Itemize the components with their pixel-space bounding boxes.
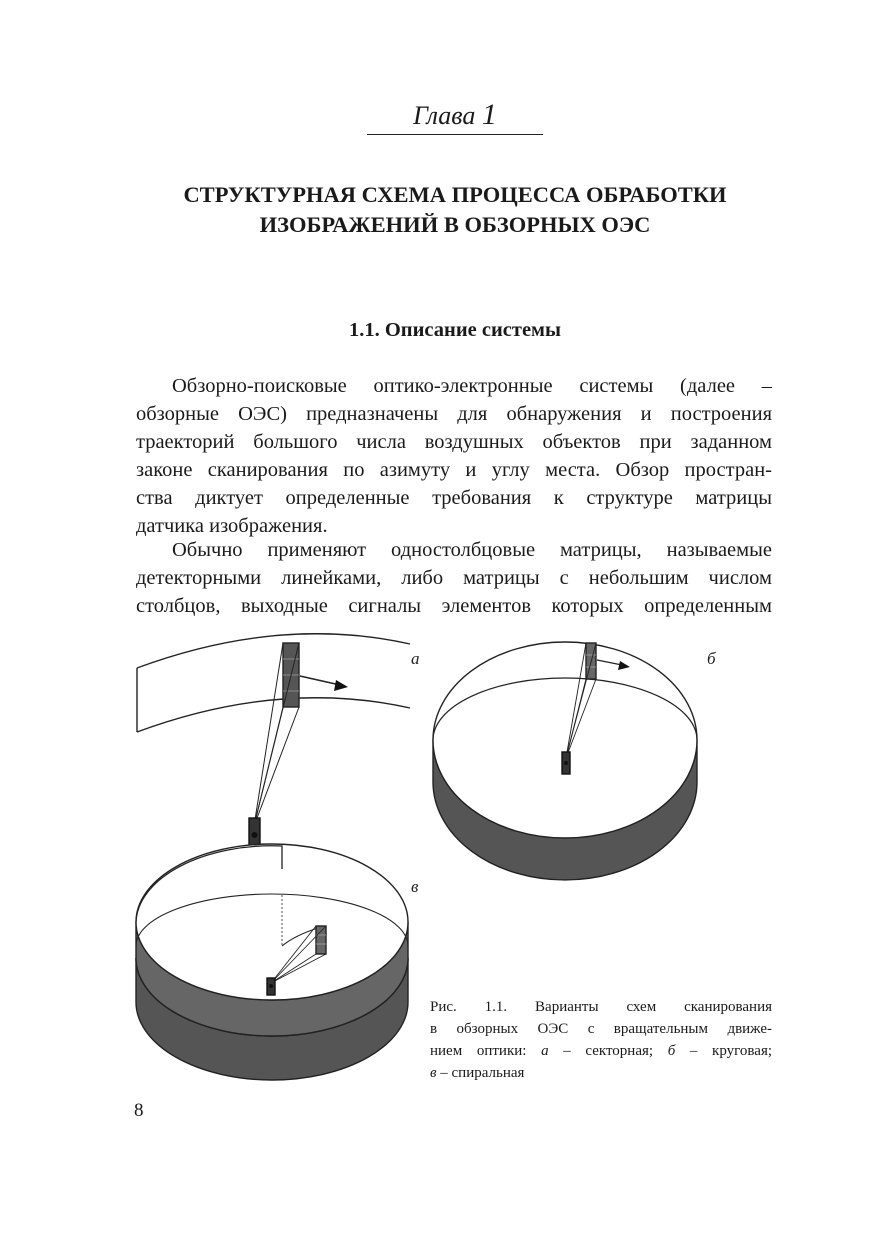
caption-text: – спиральная [436,1065,525,1081]
figure-caption [430,996,772,1084]
cylinder-top-rim [433,642,697,838]
paragraph-line: обзорные ОЭС) предназначены для обнаружения и построения [136,403,772,425]
arrowhead-icon [334,680,348,691]
figure-label-b: б [707,649,716,668]
page-number: 8 [134,1100,144,1121]
paragraph-line: законе сканирования по азимуту и углу места. Обзор простран- [136,459,772,481]
paragraph-line: траекторий большого числа воздушных объектов при заданном [136,431,772,453]
diagram-c-spiral [136,844,408,1080]
chapter-title-line-2: ИЗОБРАЖЕНИЙ В ОБЗОРНЫХ ОЭС [259,212,651,237]
chapter-number: 1 [481,98,497,131]
paragraph-line: Обычно применяют одностолбцовые матрицы, называемые [172,539,772,561]
figure-label-c: в [411,877,419,896]
paragraph-line: датчика изображения. [136,515,328,537]
caption-text: – круговая; [675,1043,773,1059]
paragraph-line: Обзорно-поисковые оптико-электронные системы (далее – [172,375,772,397]
sector-band-top [137,634,410,668]
sector-scan-arrow [300,676,340,685]
chapter-title-line-1: СТРУКТУРНАЯ СХЕМА ПРОЦЕССА ОБРАБОТКИ [183,182,727,207]
caption-line: Рис. 1.1. Варианты схем сканирования [430,999,772,1015]
spiral-matrix [316,926,326,954]
caption-text: – секторная; [548,1043,668,1059]
caption-letter-a: а [541,1043,549,1059]
caption-line: в обзорных ОЭС с вращательным движе- [430,1021,772,1037]
caption-line [430,1062,772,1084]
chapter-word: Глава [413,101,476,130]
diagram-b-circular [433,642,697,880]
figure-label-a: а [411,649,420,668]
caption-letter-b: б [667,1043,676,1059]
diagram-a-sector [137,634,410,852]
caption-line [430,1040,772,1062]
paragraph-line: столбцов, выходные сигналы элементов которых определенным [136,595,772,617]
section-heading: 1.1. Описание системы [348,319,562,341]
paragraph-line: детекторными линейками, либо матрицы с небольшим числом [136,567,772,589]
caption-text: нием оптики: [430,1043,542,1059]
paragraph-line: ства диктует определенные требования к структуре матрицы [136,487,772,509]
caption-letter-c: в [430,1065,437,1081]
